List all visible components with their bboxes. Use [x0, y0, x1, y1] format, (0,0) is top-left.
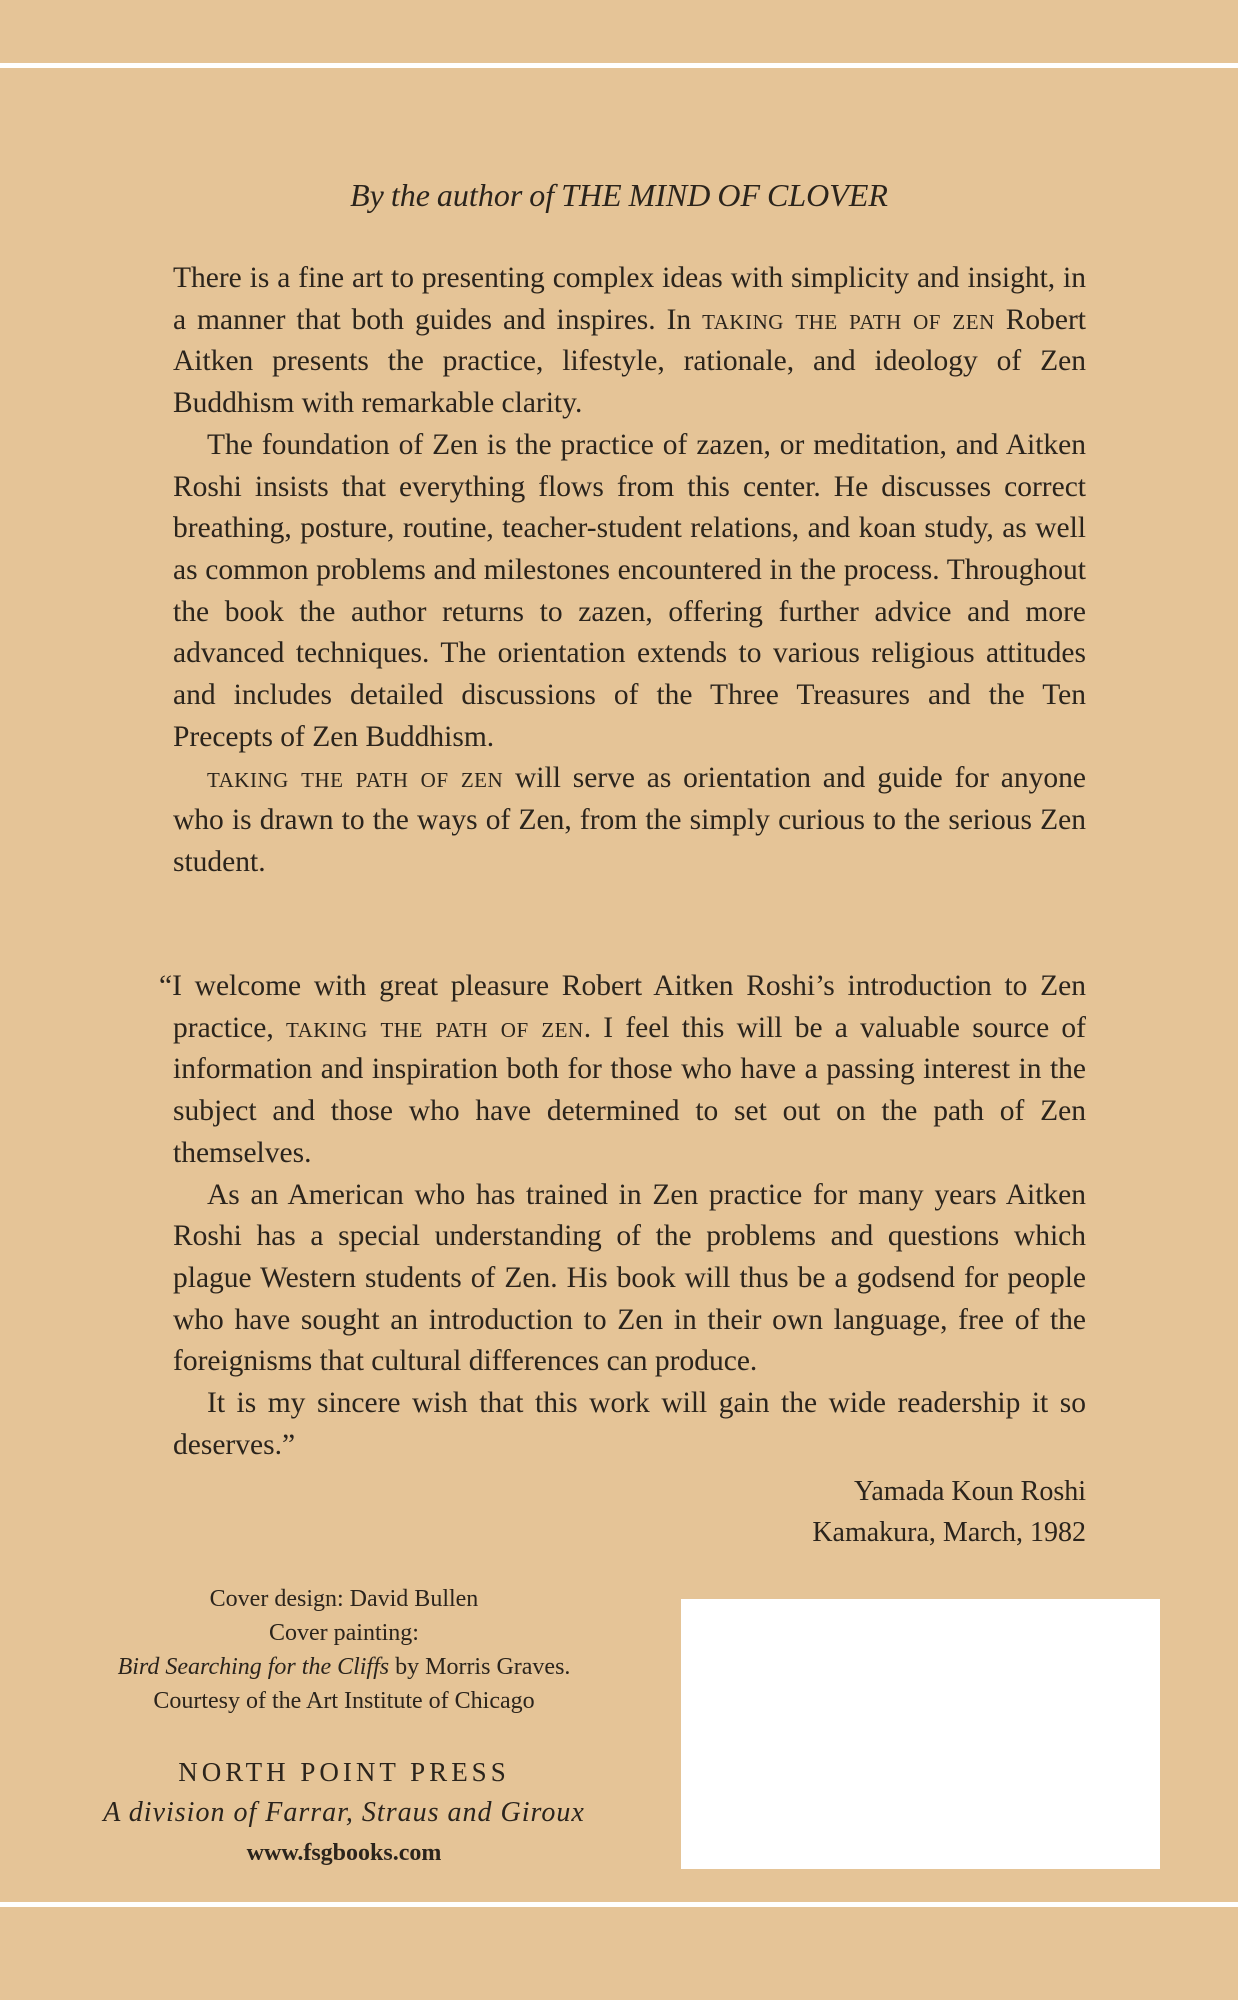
publisher-block	[60, 1752, 628, 1872]
quote-place-date: Kamakura, March, 1982	[812, 1517, 1086, 1548]
quote-author: Yamada Koun Roshi	[853, 1476, 1086, 1507]
description-p1-text-a: There is a fine art to presenting complex ideas with simplicity and insight, in a manner that both guides and inspires. In	[173, 262, 1086, 336]
book-description	[173, 258, 1086, 884]
description-p1-text-b: Robert Aitken presents the practice, lifestyle, rationale, and ideology of Zen Buddhism with remarkable clarity.	[173, 303, 1086, 420]
tagline-book-title: THE MIND OF CLOVER	[561, 177, 888, 213]
cover-credits	[60, 1582, 628, 1718]
description-paragraph-1	[173, 258, 1086, 425]
quote-p1-text-a: “I welcome with great pleasure Robert Aitken Roshi’s introduction to Zen practice,	[159, 970, 1086, 1044]
publisher-division: A division of Farrar, Straus and Giroux	[103, 1797, 585, 1828]
endorsement-quote	[159, 966, 1086, 1466]
quote-paragraph-3: It is my sincere wish that this work will gain the wide readership it so deserves.”	[173, 1387, 1086, 1461]
publisher-name: NORTH POINT PRESS	[178, 1757, 510, 1787]
description-p1-book-title: taking the path of zen	[702, 303, 995, 336]
cover-design-credit: Cover design: David Bullen	[209, 1586, 479, 1612]
author-tagline	[0, 172, 1238, 218]
description-paragraph-2: The foundation of Zen is the practice of zazen, or meditation, and Aitken Roshi insists that everything flows from this center. He discusses correct breathing, posture, routine, teacher-student relations, and koan study, as well as common problems and milestones encountered in the process. Throughout the book the author returns to zazen, offering further advice and more advanced techniques. The orientation extends to various religious attitudes and includes detailed discussions of the Three Treasures and the Ten Precepts of Zen Buddhism.	[173, 428, 1086, 753]
bottom-border-rule	[0, 1902, 1238, 1907]
publisher-website: www.fsgbooks.com	[246, 1840, 442, 1866]
quote-p1-book-title: taking the path of zen	[285, 1011, 584, 1044]
barcode-placeholder	[681, 1599, 1160, 1869]
painting-artist: by Morris Graves.	[389, 1654, 571, 1680]
tagline-prefix: By the author of	[350, 177, 562, 213]
painting-title: Bird Searching for the Cliffs	[117, 1654, 390, 1680]
description-p3-text: will serve as orientation and guide for anyone who is drawn to the ways of Zen, from the simply curious to the serious Zen student.	[173, 762, 1086, 878]
description-p3-book-title: taking the path of zen	[207, 762, 504, 795]
cover-painting-line	[60, 1650, 628, 1684]
quote-attribution	[600, 1471, 1086, 1553]
top-border-rule	[0, 63, 1238, 68]
quote-p1-text-b: . I feel this will be a valuable source of information and inspiration both for those who have a passing interest in the subject and those who have determined to set out on the path of Zen themselves.	[173, 1011, 1086, 1169]
quote-paragraph-2: As an American who has trained in Zen practice for many years Aitken Roshi has a special understanding of the problems and questions which plague Western students of Zen. His book will thus be a godsend for people who have sought an introduction to Zen in their own language, free of the foreignisms that cultural differences can produce.	[173, 1178, 1086, 1378]
cover-painting-label: Cover painting:	[269, 1620, 419, 1646]
courtesy-credit: Courtesy of the Art Institute of Chicago	[153, 1688, 535, 1714]
quote-paragraph-1	[159, 966, 1086, 1175]
description-paragraph-3	[173, 758, 1086, 883]
